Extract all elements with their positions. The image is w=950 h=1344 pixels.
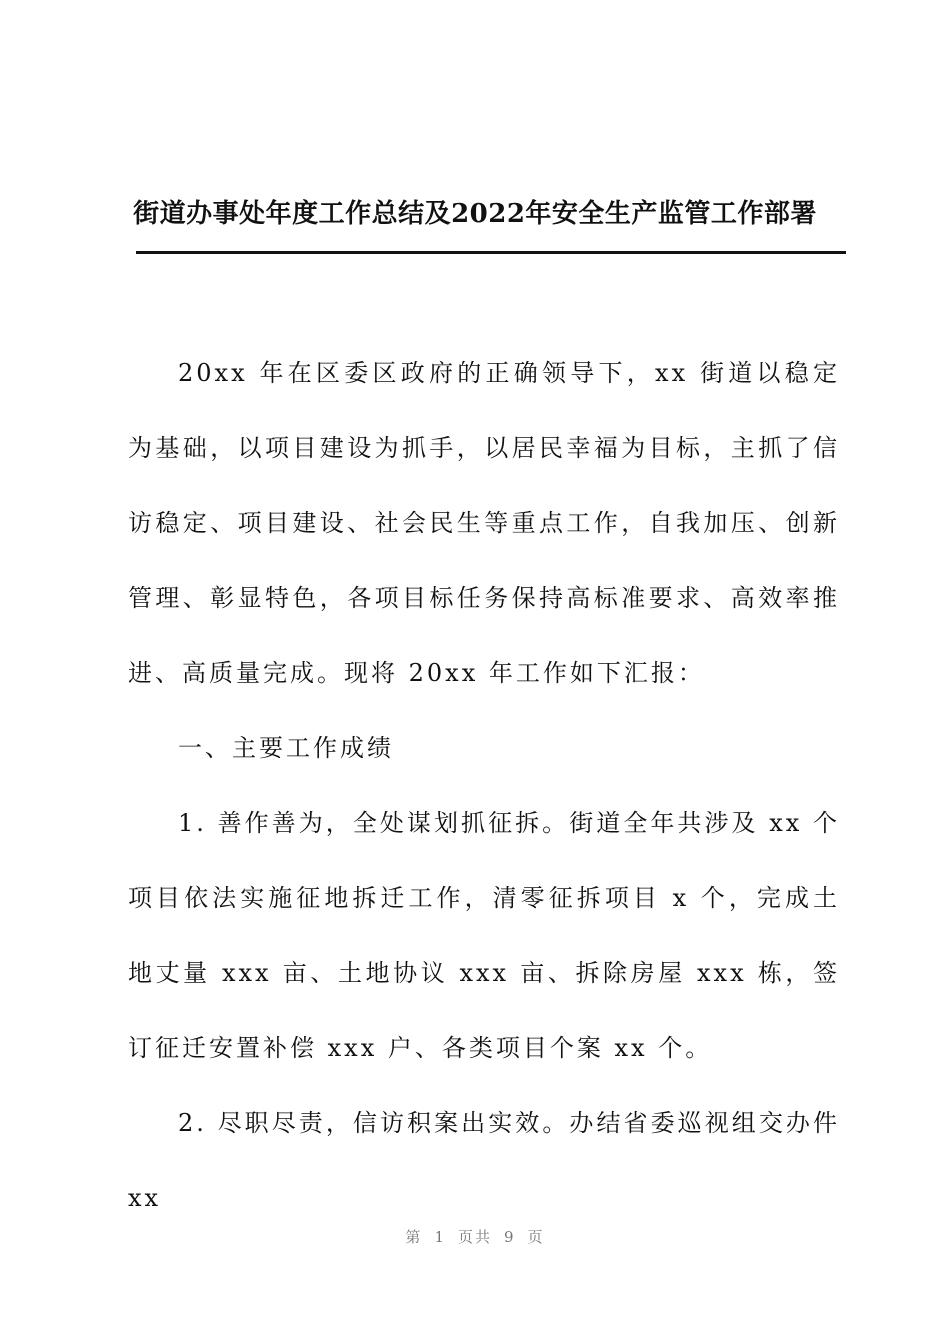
footer-prefix: 第: [405, 1228, 423, 1246]
document-title: 街道办事处年度工作总结及2022年安全生产监管工作部署: [133, 199, 817, 229]
page-number-footer: [0, 1226, 950, 1247]
document-body: [128, 336, 840, 1236]
title-underline: [136, 251, 846, 254]
footer-suffix: 页: [527, 1228, 545, 1246]
paragraph-item-1: 1. 善作善为，全处谋划抓征拆。街道全年共涉及 xx 个项目依法实施征地拆迁工作，清零征拆项目 x 个，完成土地丈量 xxx 亩、土地协议 xxx 亩、拆除房屋 xxx 栋，签订征迁安置补偿 xxx 户、各类项目个案 xx 个。: [128, 809, 840, 1062]
paragraph-item-2: 2. 尽职尽责，信访积案出实效。办结省委巡视组交办件 xx: [128, 1109, 840, 1212]
footer-middle: 页共: [457, 1228, 492, 1246]
paragraph-intro: 20xx 年在区委区政府的正确领导下，xx 街道以稳定为基础，以项目建设为抓手，以居民幸福为目标，主抓了信访稳定、项目建设、社会民生等重点工作，自我加压、创新管理、彰显特色，各项目标任务保持高标准要求、高效率推进、高质量完成。现将 20xx 年工作如下汇报：: [128, 359, 840, 687]
section-heading: 一、主要工作成绩: [178, 734, 394, 762]
footer-current-page: 1: [434, 1228, 446, 1246]
footer-total-pages: 9: [504, 1228, 516, 1246]
